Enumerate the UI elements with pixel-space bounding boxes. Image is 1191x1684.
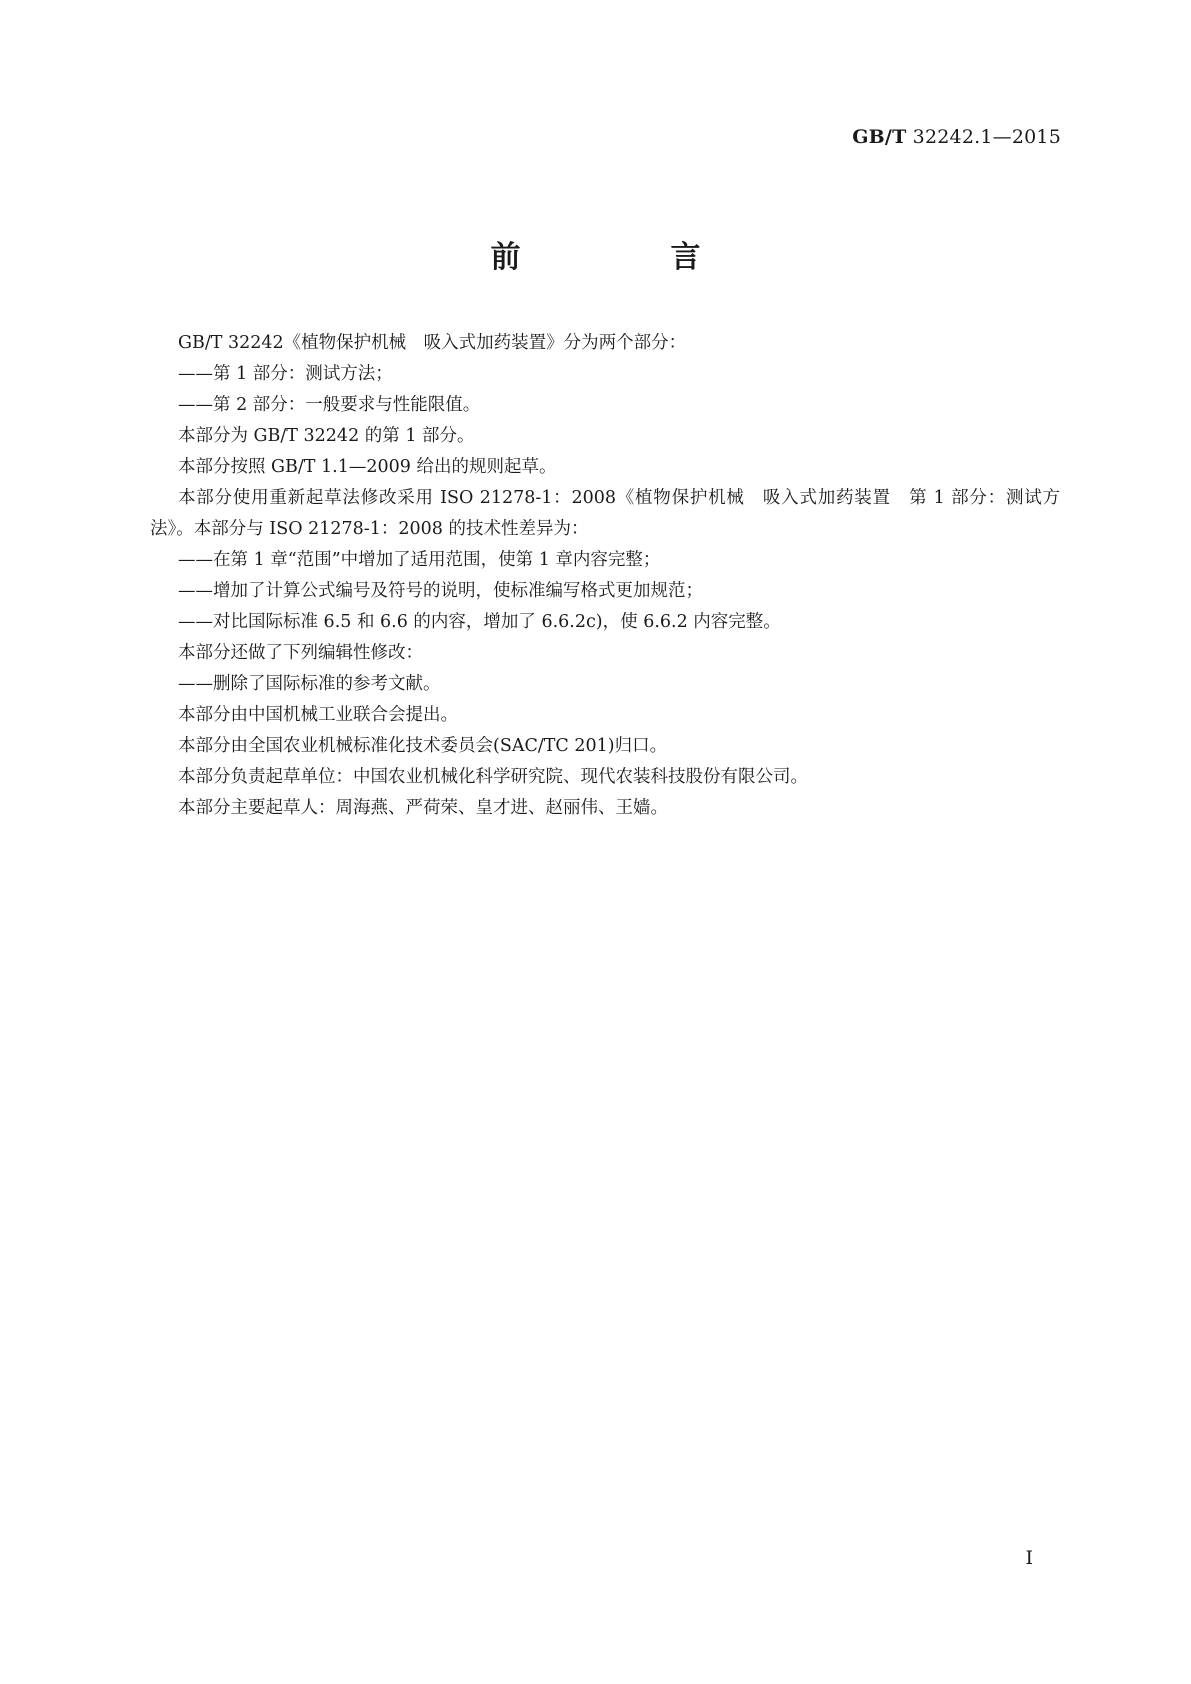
- standard-code: [852, 126, 1061, 148]
- paragraph-drafters: 本部分主要起草人：周海燕、严荷荣、皇才进、赵丽伟、王嫱。: [178, 798, 668, 818]
- standard-prefix: GB/T: [852, 126, 907, 148]
- paragraph-editorial-intro: 本部分还做了下列编辑性修改：: [178, 643, 423, 663]
- page-number: I: [1025, 1547, 1033, 1569]
- list-item-difference-3: ——对比国际标准 6.5 和 6.6 的内容，增加了 6.6.2c)，使 6.6.2 内容完整。: [178, 612, 781, 632]
- paragraph-parts-intro: GB/T 32242《植物保护机械 吸入式加药装置》分为两个部分：: [178, 333, 687, 353]
- paragraph-technical-committee: 本部分由全国农业机械标准化技术委员会(SAC/TC 201)归口。: [178, 736, 668, 756]
- list-item-difference-1: ——在第 1 章“范围”中增加了适用范围，使第 1 章内容完整；: [178, 550, 661, 570]
- paragraph-adoption: 本部分使用重新起草法修改采用 ISO 21278-1：2008《植物保护机械 吸入式加药装置 第 1 部分：测试方法》。本部分与 ISO 21278-1：2008 的技术性差异为：: [150, 488, 1060, 539]
- page-title: 前 言: [490, 240, 761, 275]
- list-item-difference-2: ——增加了计算公式编号及符号的说明，使标准编写格式更加规范；: [178, 581, 703, 601]
- paragraph-drafting-units: 本部分负责起草单位：中国农业机械化科学研究院、现代农装科技股份有限公司。: [178, 767, 808, 787]
- list-item-part-1: ——第 1 部分：测试方法；: [178, 364, 393, 384]
- paragraph-drafting-rules: 本部分按照 GB/T 1.1—2009 给出的规则起草。: [178, 457, 557, 477]
- foreword-body: [150, 328, 1060, 824]
- standard-number: 32242.1—2015: [912, 126, 1061, 148]
- paragraph-part-statement: 本部分为 GB/T 32242 的第 1 部分。: [178, 426, 475, 446]
- paragraph-proposed-by: 本部分由中国机械工业联合会提出。: [178, 705, 458, 725]
- list-item-editorial-1: ——删除了国际标准的参考文献。: [178, 674, 441, 694]
- list-item-part-2: ——第 2 部分：一般要求与性能限值。: [178, 395, 481, 415]
